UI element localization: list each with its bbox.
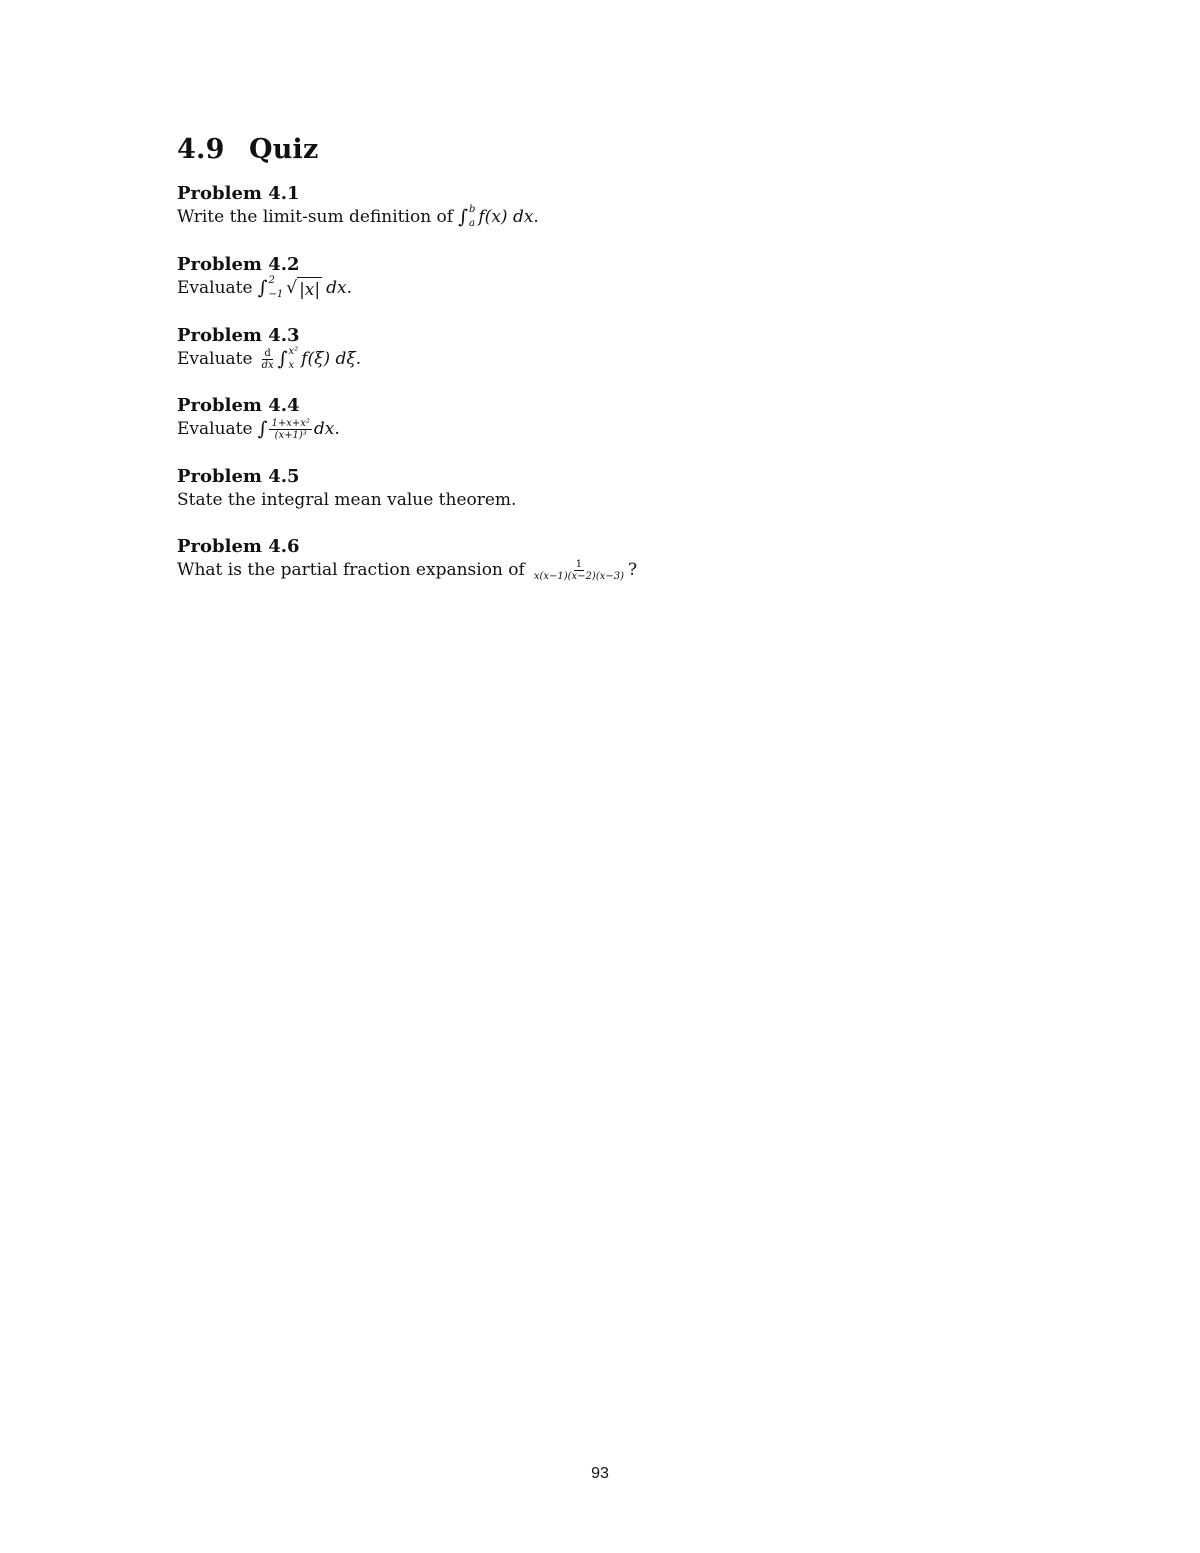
- problem-math: [258, 347, 362, 371]
- sqrt-radicand: |x|: [297, 277, 322, 302]
- problem-text: Evaluate: [177, 278, 253, 298]
- problem-text: Evaluate: [177, 419, 253, 439]
- problem-text: What is the partial fraction expansion of: [177, 560, 525, 580]
- problem-text: State the integral mean value theorem.: [177, 490, 517, 510]
- problem-4-1: [177, 183, 539, 229]
- integrand: f(x) dx: [478, 207, 534, 227]
- fraction-denominator: x(x−1)(x−2)(x−3): [533, 570, 625, 582]
- integral-lower-limit: a: [468, 218, 475, 229]
- integrand: dx: [313, 419, 335, 439]
- fraction-denominator: dx: [261, 359, 274, 371]
- problem-text: Write the limit-sum definition of: [177, 207, 454, 227]
- problem-4-3: [177, 325, 361, 371]
- integrand: f(ξ) dξ: [301, 349, 356, 369]
- problem-title: Problem 4.5: [177, 466, 300, 487]
- integral-sign: ∫: [257, 277, 268, 299]
- sqrt-symbol: √: [286, 278, 298, 298]
- integral-upper-limit: x²: [288, 346, 299, 357]
- section-number: 4.9: [177, 134, 225, 165]
- section-title: Quiz: [249, 134, 319, 165]
- integral-lower-limit: −1: [268, 289, 284, 300]
- integral-limits: [469, 205, 475, 229]
- integral-upper-limit: 2: [268, 275, 275, 286]
- page-number: 93: [591, 1465, 609, 1482]
- fraction-denominator: (x+1)³: [274, 429, 307, 441]
- problem-body: [177, 488, 516, 512]
- problem-body: [177, 558, 637, 582]
- problem-math: [258, 417, 340, 441]
- problem-body: [177, 347, 361, 371]
- partial-fraction: [532, 559, 626, 582]
- integrand: dx: [326, 278, 347, 298]
- fraction-numerator: d: [264, 347, 271, 359]
- math-end: .: [334, 419, 340, 439]
- integral-sign: ∫: [458, 206, 468, 228]
- problem-body: [177, 205, 539, 229]
- math-end: ?: [628, 560, 638, 580]
- integral-lower-limit: x: [288, 360, 295, 371]
- problem-body: [177, 276, 352, 300]
- math-end: .: [346, 278, 352, 298]
- problem-4-4: [177, 395, 340, 441]
- integral-sign: ∫: [257, 418, 268, 440]
- math-end: .: [533, 207, 539, 227]
- square-root: [286, 275, 322, 302]
- problem-title: Problem 4.2: [177, 254, 300, 275]
- problem-title: Problem 4.3: [177, 325, 300, 346]
- integral-limits: [268, 276, 283, 300]
- problem-math: [530, 558, 637, 582]
- problem-4-5: [177, 466, 516, 512]
- derivative-fraction: [260, 348, 276, 371]
- integral-sign: ∫: [277, 348, 288, 370]
- math-end: .: [355, 349, 362, 369]
- problem-math: [458, 205, 539, 229]
- problem-title: Problem 4.6: [177, 536, 300, 557]
- fraction-numerator: 1+x+x²: [271, 417, 310, 429]
- problem-math: [258, 275, 352, 302]
- integral-upper-limit: b: [468, 204, 476, 215]
- integral-limits: [289, 347, 299, 371]
- section-heading: [177, 134, 319, 165]
- problem-4-2: [177, 254, 352, 300]
- problem-text: Evaluate: [177, 349, 253, 369]
- fraction-numerator: 1: [575, 558, 583, 570]
- problem-title: Problem 4.4: [177, 395, 300, 416]
- integrand-fraction: [269, 418, 311, 441]
- problem-title: Problem 4.1: [177, 183, 300, 204]
- problem-body: [177, 417, 340, 441]
- problem-4-6: [177, 536, 637, 582]
